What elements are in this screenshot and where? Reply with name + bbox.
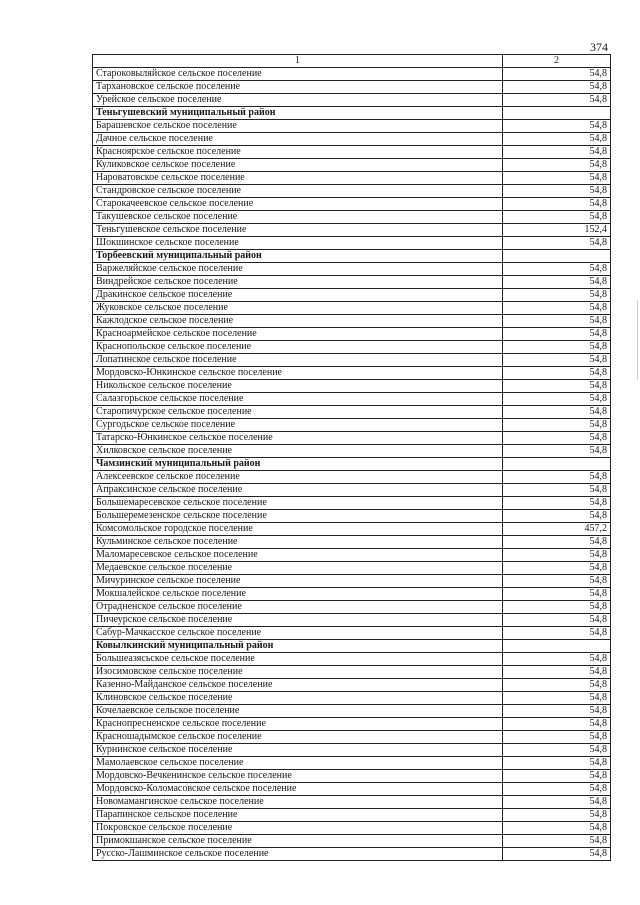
settlement-value: 54,8 — [503, 744, 611, 757]
table-row — [93, 315, 611, 328]
settlement-value: 54,8 — [503, 536, 611, 549]
table-row — [93, 835, 611, 848]
settlement-name: Краснопресненское сельское поселение — [93, 718, 503, 731]
table-row — [93, 809, 611, 822]
settlement-name: Мордовско-Юнкинское сельское поселение — [93, 367, 503, 380]
settlement-value: 54,8 — [503, 68, 611, 81]
settlement-value — [503, 640, 611, 653]
settlement-value: 54,8 — [503, 432, 611, 445]
table-row — [93, 198, 611, 211]
table-row — [93, 172, 611, 185]
district-name: Торбеевский муниципальный район — [93, 250, 503, 263]
table-row — [93, 575, 611, 588]
settlement-name: Мамолаевское сельское поселение — [93, 757, 503, 770]
settlement-value: 54,8 — [503, 185, 611, 198]
settlement-value: 54,8 — [503, 133, 611, 146]
table-row — [93, 653, 611, 666]
settlement-name: Куликовское сельское поселение — [93, 159, 503, 172]
scan-edge-mark — [637, 300, 638, 380]
table-row — [93, 159, 611, 172]
table-row — [93, 120, 611, 133]
settlement-name: Большеазясьское сельское поселение — [93, 653, 503, 666]
settlement-name: Теньгушевское сельское поселение — [93, 224, 503, 237]
settlement-value: 54,8 — [503, 354, 611, 367]
table-row — [93, 224, 611, 237]
settlement-name: Виндрейское сельское поселение — [93, 276, 503, 289]
settlement-name: Лопатинское сельское поселение — [93, 354, 503, 367]
table-row — [93, 276, 611, 289]
settlement-name: Новомамангинское сельское поселение — [93, 796, 503, 809]
settlement-value — [503, 250, 611, 263]
table-row — [93, 328, 611, 341]
settlement-value: 54,8 — [503, 757, 611, 770]
settlement-name: Кульминское сельское поселение — [93, 536, 503, 549]
settlement-name: Никольское сельское поселение — [93, 380, 503, 393]
settlement-value: 54,8 — [503, 835, 611, 848]
settlement-name: Жуковское сельское поселение — [93, 302, 503, 315]
settlement-name: Парапинское сельское поселение — [93, 809, 503, 822]
settlement-name: Нароватовское сельское поселение — [93, 172, 503, 185]
settlement-name: Красноармейское сельское поселение — [93, 328, 503, 341]
settlement-value: 54,8 — [503, 302, 611, 315]
district-name: Ковылкинский муниципальный район — [93, 640, 503, 653]
settlement-name: Алексеевское сельское поселение — [93, 471, 503, 484]
table-row — [93, 354, 611, 367]
table-row — [93, 549, 611, 562]
settlement-name: Такушевское сельское поселение — [93, 211, 503, 224]
settlement-value: 54,8 — [503, 237, 611, 250]
settlement-name: Кочелаевское сельское поселение — [93, 705, 503, 718]
district-name: Теньгушевский муниципальный район — [93, 107, 503, 120]
table-row — [93, 146, 611, 159]
settlement-value — [503, 458, 611, 471]
table-row — [93, 848, 611, 861]
settlement-value: 54,8 — [503, 172, 611, 185]
table-row — [93, 822, 611, 835]
settlement-value: 54,8 — [503, 159, 611, 172]
settlements-table — [92, 54, 611, 861]
settlement-value: 54,8 — [503, 601, 611, 614]
table-row — [93, 302, 611, 315]
settlement-name: Сургодьское сельское поселение — [93, 419, 503, 432]
settlement-name: Дракинское сельское поселение — [93, 289, 503, 302]
settlement-value: 54,8 — [503, 627, 611, 640]
settlement-name: Русско-Лашминское сельское поселение — [93, 848, 503, 861]
settlement-value: 54,8 — [503, 146, 611, 159]
table-row — [93, 432, 611, 445]
table-header-row — [93, 55, 611, 68]
table-row — [93, 731, 611, 744]
settlement-name: Краснопольское сельское поселение — [93, 341, 503, 354]
table-row — [93, 523, 611, 536]
settlement-value — [503, 107, 611, 120]
table-row — [93, 289, 611, 302]
settlement-name: Изосимовское сельское поселение — [93, 666, 503, 679]
table-row — [93, 133, 611, 146]
table-row — [93, 614, 611, 627]
settlement-value: 54,8 — [503, 328, 611, 341]
settlement-name: Урейское сельское поселение — [93, 94, 503, 107]
settlement-value: 54,8 — [503, 770, 611, 783]
settlement-value: 54,8 — [503, 367, 611, 380]
settlement-name: Старопичурское сельское поселение — [93, 406, 503, 419]
settlement-value: 54,8 — [503, 666, 611, 679]
settlement-value: 54,8 — [503, 289, 611, 302]
district-header-row — [93, 250, 611, 263]
settlement-value: 54,8 — [503, 848, 611, 861]
district-header-row — [93, 458, 611, 471]
table-row — [93, 718, 611, 731]
settlement-name: Клиновское сельское поселение — [93, 692, 503, 705]
page-number: 374 — [590, 40, 608, 54]
settlement-name: Мордовско-Коломасовское сельское поселение — [93, 783, 503, 796]
settlement-value: 54,8 — [503, 94, 611, 107]
settlement-name: Курнинское сельское поселение — [93, 744, 503, 757]
settlement-value: 54,8 — [503, 822, 611, 835]
settlement-name: Апраксинское сельское поселение — [93, 484, 503, 497]
settlement-name: Покровское сельское поселение — [93, 822, 503, 835]
table-row — [93, 757, 611, 770]
settlement-value: 54,8 — [503, 549, 611, 562]
settlement-value: 54,8 — [503, 718, 611, 731]
settlement-value: 54,8 — [503, 315, 611, 328]
settlement-name: Большеремезенское сельское поселение — [93, 510, 503, 523]
settlement-name: Мордовско-Вечкенинское сельское поселение — [93, 770, 503, 783]
table-row — [93, 419, 611, 432]
settlement-value: 457,2 — [503, 523, 611, 536]
settlement-value: 54,8 — [503, 393, 611, 406]
settlement-name: Большемаресевское сельское поселение — [93, 497, 503, 510]
settlement-value: 54,8 — [503, 796, 611, 809]
settlement-name: Кажлодское сельское поселение — [93, 315, 503, 328]
table-row — [93, 263, 611, 276]
settlement-name: Салазгорьское сельское поселение — [93, 393, 503, 406]
settlement-name: Казенно-Майданское сельское поселение — [93, 679, 503, 692]
table-row — [93, 367, 611, 380]
settlement-name: Маломаресевское сельское поселение — [93, 549, 503, 562]
settlement-name: Татарско-Юнкинское сельское поселение — [93, 432, 503, 445]
table-row — [93, 588, 611, 601]
settlement-value: 54,8 — [503, 419, 611, 432]
table-row — [93, 185, 611, 198]
settlement-value: 54,8 — [503, 809, 611, 822]
settlement-value: 54,8 — [503, 263, 611, 276]
settlement-name: Красноярское сельское поселение — [93, 146, 503, 159]
settlement-value: 54,8 — [503, 484, 611, 497]
table-row — [93, 705, 611, 718]
table-row — [93, 796, 611, 809]
table-row — [93, 497, 611, 510]
settlement-value: 54,8 — [503, 211, 611, 224]
settlement-value: 152,4 — [503, 224, 611, 237]
settlement-name: Пичеурское сельское поселение — [93, 614, 503, 627]
settlement-value: 54,8 — [503, 783, 611, 796]
settlement-value: 54,8 — [503, 497, 611, 510]
settlement-name: Отрадненское сельское поселение — [93, 601, 503, 614]
settlement-value: 54,8 — [503, 81, 611, 94]
table-row — [93, 770, 611, 783]
table-row — [93, 94, 611, 107]
table-row — [93, 237, 611, 250]
column-header-name: 1 — [93, 55, 503, 68]
settlement-name: Комсомольское городское поселение — [93, 523, 503, 536]
settlement-value: 54,8 — [503, 653, 611, 666]
table-row — [93, 562, 611, 575]
table-row — [93, 536, 611, 549]
table-row — [93, 471, 611, 484]
settlement-value: 54,8 — [503, 588, 611, 601]
table-row — [93, 783, 611, 796]
settlement-name: Стандровское сельское поселение — [93, 185, 503, 198]
table-row — [93, 211, 611, 224]
table-row — [93, 484, 611, 497]
settlement-value: 54,8 — [503, 562, 611, 575]
settlement-value: 54,8 — [503, 445, 611, 458]
settlement-name: Шокшинское сельское поселение — [93, 237, 503, 250]
settlement-value: 54,8 — [503, 614, 611, 627]
settlement-value: 54,8 — [503, 692, 611, 705]
settlement-value: 54,8 — [503, 705, 611, 718]
district-header-row — [93, 640, 611, 653]
table-row — [93, 81, 611, 94]
table-row — [93, 406, 611, 419]
settlement-name: Дачное сельское поселение — [93, 133, 503, 146]
table-row — [93, 601, 611, 614]
settlement-value: 54,8 — [503, 510, 611, 523]
column-header-value: 2 — [503, 55, 611, 68]
settlement-name: Тархановское сельское поселение — [93, 81, 503, 94]
settlement-name: Варжеляйское сельское поселение — [93, 263, 503, 276]
table-row — [93, 744, 611, 757]
table-row — [93, 510, 611, 523]
settlement-name: Красношадымское сельское поселение — [93, 731, 503, 744]
table-row — [93, 666, 611, 679]
settlement-name: Медаевское сельское поселение — [93, 562, 503, 575]
settlement-name: Барашевское сельское поселение — [93, 120, 503, 133]
settlement-value: 54,8 — [503, 341, 611, 354]
settlement-value: 54,8 — [503, 276, 611, 289]
table-row — [93, 68, 611, 81]
settlement-value: 54,8 — [503, 198, 611, 211]
settlement-value: 54,8 — [503, 575, 611, 588]
settlement-name: Хилковское сельское поселение — [93, 445, 503, 458]
district-header-row — [93, 107, 611, 120]
table-row — [93, 679, 611, 692]
settlement-name: Мичуринское сельское поселение — [93, 575, 503, 588]
settlement-name: Староковыляйское сельское поселение — [93, 68, 503, 81]
table-row — [93, 445, 611, 458]
settlement-name: Примокшанское сельское поселение — [93, 835, 503, 848]
settlement-name: Сабур-Мачкасское сельское поселение — [93, 627, 503, 640]
table-row — [93, 627, 611, 640]
settlement-value: 54,8 — [503, 406, 611, 419]
settlement-value: 54,8 — [503, 731, 611, 744]
settlement-value: 54,8 — [503, 120, 611, 133]
settlement-value: 54,8 — [503, 380, 611, 393]
table-row — [93, 341, 611, 354]
table-row — [93, 380, 611, 393]
table-row — [93, 393, 611, 406]
settlement-value: 54,8 — [503, 679, 611, 692]
settlement-name: Мокшалейское сельское поселение — [93, 588, 503, 601]
district-name: Чамзинский муниципальный район — [93, 458, 503, 471]
settlement-value: 54,8 — [503, 471, 611, 484]
table-row — [93, 692, 611, 705]
settlement-name: Старокачеевское сельское поселение — [93, 198, 503, 211]
